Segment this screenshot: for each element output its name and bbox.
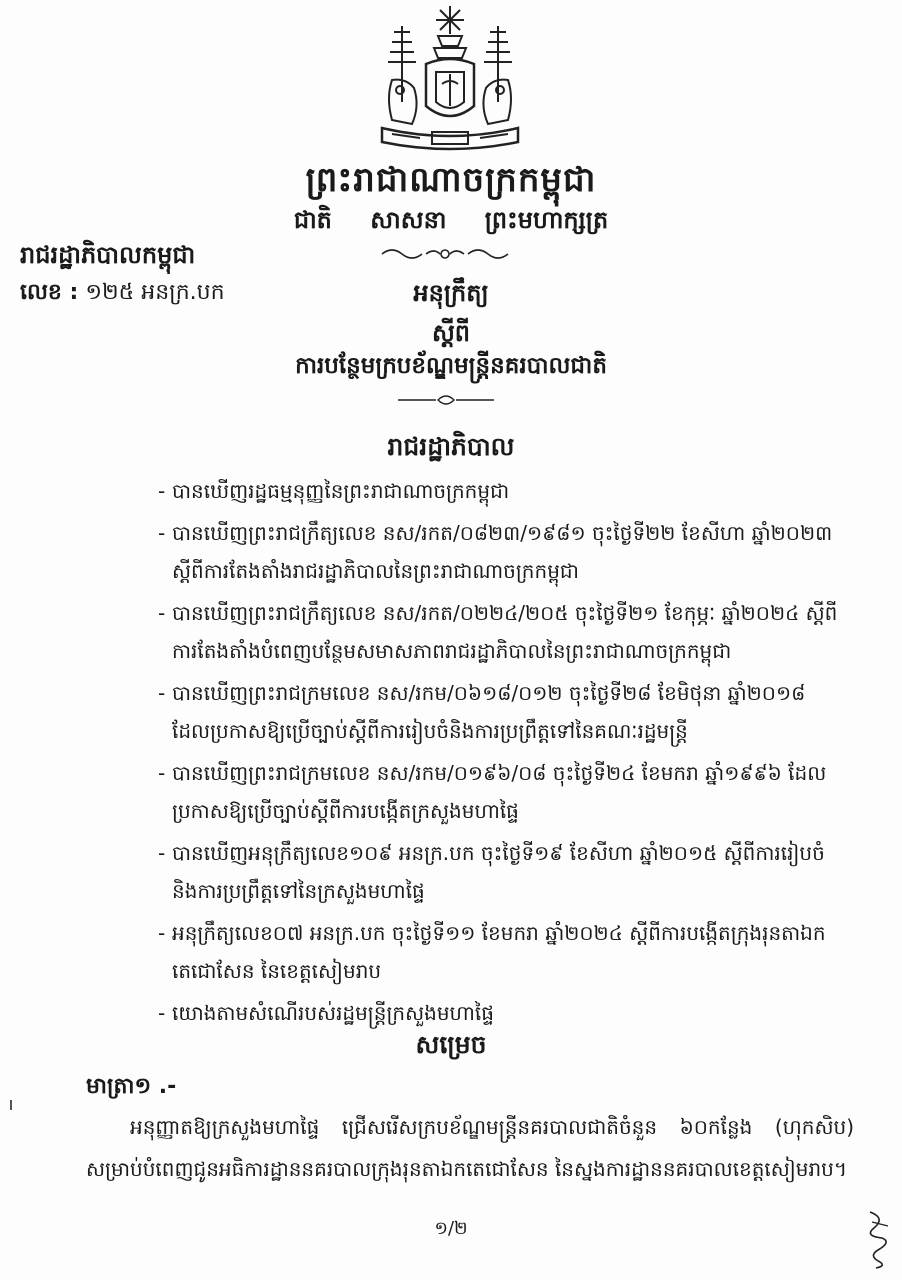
signature-icon [862, 1208, 894, 1270]
article-body: អនុញ្ញាតឱ្យក្រសួងមហាផ្ទៃ ជ្រើសរើសក្របខ័ណ្ឌមន្ត្រីនគរបាលជាតិចំនួន ៦០កន្លែង (ហុកសិប) សម្រាប់បំពេញជូនអធិការដ្ឋាននគរបាលក្រុងរុនតាឯកតេជោសែន នៃស្នងការដ្ឋាននគរបាលខេត្តសៀមរាប។ [86, 1115, 854, 1181]
list-item: - បានឃើញព្រះរាជក្រមលេខ នស/រកម/០៦១៨/០១២ ចុះថ្ងៃទី២៨ ខែមិថុនា ឆ្នាំ២០១៨ ដែលប្រកាសឱ្យប្រើច្បាប់ស្ដីពីការរៀបចំនិងការប្រព្រឹត្តទៅនៃគណៈរដ្ឋមន្ត្រី [158, 681, 806, 743]
document-number-value: ១២៥ អនក្រ.បក [85, 280, 225, 305]
list-item: - យោងតាមសំណើរបស់រដ្ឋមន្ត្រីក្រសួងមហាផ្ទៃ [158, 1001, 494, 1025]
list-item: - អនុក្រឹត្យលេខ០៧ អនក្រ.បក ចុះថ្ងៃទី១១ ខែមករា ឆ្នាំ២០២៤ ស្ដីពីការបង្កើតក្រុងរុនតាឯកតេជោសែន នៃខេត្តសៀមរាប [158, 921, 826, 983]
royal-coat-of-arms-icon [372, 2, 528, 154]
document-type: អនុក្រឹត្យ [413, 279, 489, 307]
preamble-heading: រាជរដ្ឋាភិបាល [387, 432, 515, 461]
margin-mark [10, 1100, 12, 1110]
list-item: - បានឃើញអនុក្រឹត្យលេខ១០៩ អនក្រ.បក ចុះថ្ងៃទី១៩ ខែសីហា ឆ្នាំ២០១៥ ស្ដីពីការរៀបចំនិងការប្រព្រឹត្តទៅនៃក្រសួងមហាផ្ទៃ [158, 841, 825, 903]
list-item: - បានឃើញរដ្ឋធម្មនុញ្ញនៃព្រះរាជាណាចក្រកម្ពុជា [158, 479, 510, 503]
article-title: មាត្រា១ .- [86, 1074, 177, 1099]
national-motto: ជាតិ សាសនា ព្រះមហាក្សត្រ [293, 206, 609, 234]
page-number: ១/២ [434, 1218, 468, 1239]
regarding-label: ស្ដីពី [431, 319, 471, 347]
issuing-authority: រាជរដ្ឋាភិបាលកម្ពុជា [20, 241, 196, 269]
preamble-list [158, 472, 848, 1036]
document-number-label: លេខ : [20, 280, 79, 305]
list-item: - បានឃើញព្រះរាជក្រមលេខ នស/រកម/០១៩៦/០៨ ចុះថ្ងៃទី២៤ ខែមករា ឆ្នាំ១៩៩៦ ដែលប្រកាសឱ្យប្រើច្បាប់ស្ដីពីការបង្កើតក្រសួងមហាផ្ទៃ [158, 761, 827, 823]
list-item: - បានឃើញព្រះរាជក្រឹត្យលេខ នស/រកត/០២២៤/២០៥ ចុះថ្ងៃទី២១ ខែកុម្ភៈ ឆ្នាំ២០២៤ ស្ដីពីការតែងតាំងបំពេញបន្ថែមសមាសភាពរាជរដ្ឋាភិបាលនៃព្រះរាជាណាចក្រកម្ពុជា [158, 601, 838, 663]
decision-heading: សម្រេច [415, 1030, 487, 1059]
decorative-divider [378, 244, 513, 264]
document-subject: ការបន្ថែមក្របខ័ណ្ឌមន្ត្រីនគរបាលជាតិ [295, 353, 607, 379]
decorative-divider-small [396, 392, 496, 408]
list-item: - បានឃើញព្រះរាជក្រឹត្យលេខ នស/រកត/០៨២៣/១៩៨១ ចុះថ្ងៃទី២២ ខែសីហា ឆ្នាំ២០២៣ ស្ដីពីការតែងតាំងរាជរដ្ឋាភិបាលនៃព្រះរាជាណាចក្រកម្ពុជា [158, 521, 833, 583]
kingdom-name: ព្រះរាជាណាចក្រកម្ពុជា [305, 160, 597, 200]
